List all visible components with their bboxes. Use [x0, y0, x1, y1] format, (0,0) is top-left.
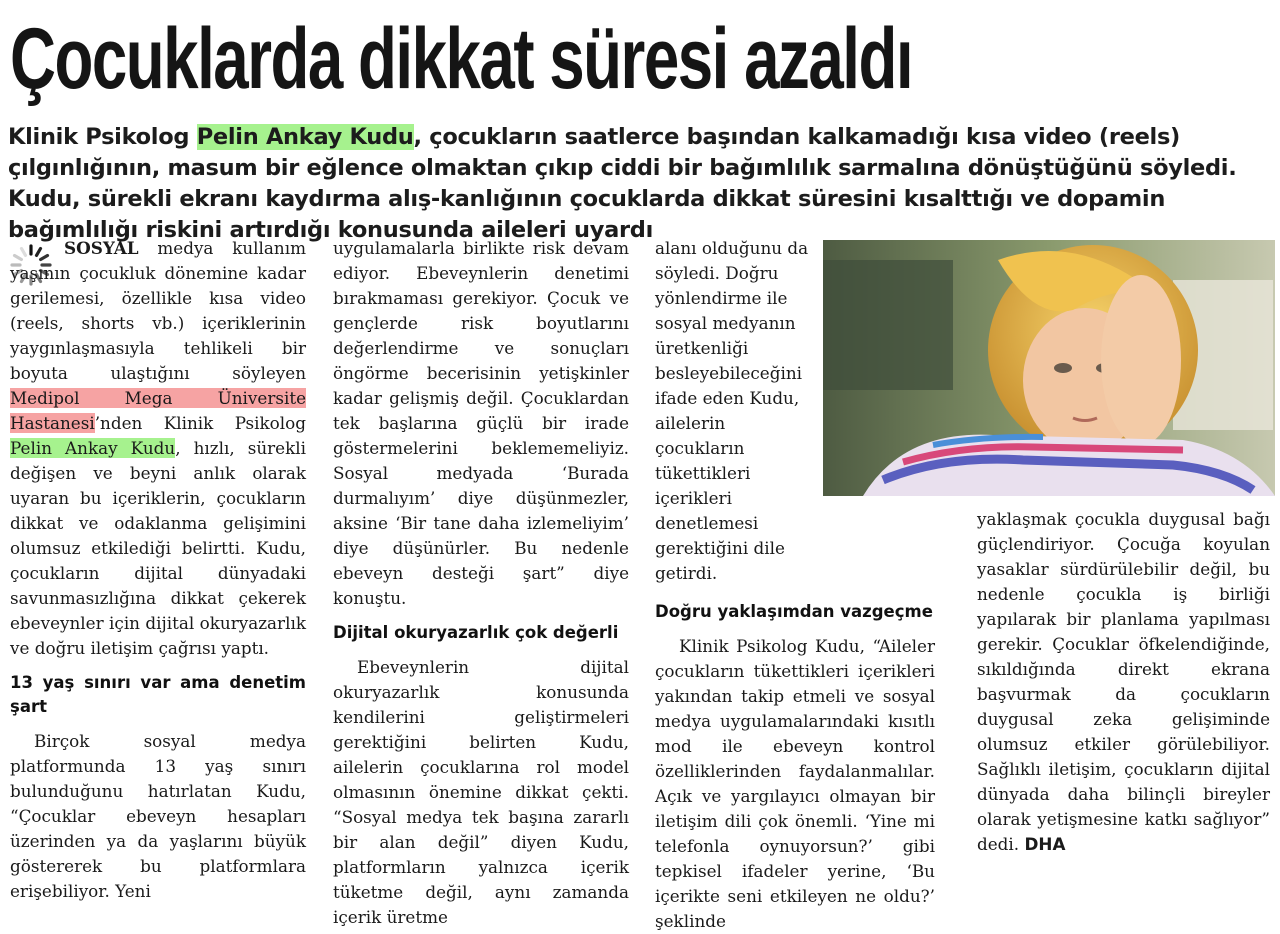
col2-paragraph-2: Ebeveynlerin dijital okuryazarlık konusunda kendilerini geliştirmeleri gerektiğini belirten Kudu, ailelerin çocuklarına rol model olmasının önemine dikkat çekti. “Sosyal medya tek başına zararlı bir alan değil” diyen Kudu, platformların yalnızca içerik tüketme değil, aynı zamanda içerik üretme [333, 657, 629, 927]
col1-text-a: medya kullanım yaşının çocukluk dönemine kadar gerilemesi, özellikle kısa video (reels, shorts vb.) içeriklerinin yaygınlaşmasıyla tehlikeli bir boyuta ulaştığını söyleyen [10, 238, 306, 383]
lead-paragraph [8, 122, 1270, 246]
subhead-age-limit: 13 yaş sınırı var ama denetim şart [10, 673, 306, 716]
col4-paragraph-1 [977, 507, 1270, 857]
column-4 [977, 507, 1270, 857]
news-agency-signature: DHA [1024, 834, 1066, 854]
col1-lead-word: SOSYAL [64, 238, 139, 258]
col2-paragraph-1: uygulamalarla birlikte risk devam ediyor. Ebeveynlerin denetimi bırakmaması gerekiyor. Çocuk ve gençlerde risk boyutlarını değerlendirme ve sonuçları öngörme becerisinin yetişkinler kadar gelişmiş değil. Çocuklardan tek başlarına güçlü bir irade göstermelerini beklememeliyiz. Sosyal medyada ‘Burada durmalıyım’ diye düşünmezler, aksine ‘Bir tane daha izlemeliyim’ diye düşünürler. Bu nedenle ebeveyn desteği şart” diye konuştu. [333, 238, 629, 608]
col4-text: yaklaşmak çocukla duygusal bağı güçlendiriyor. Çocuğa koyulan yasaklar sürdürülebilir değil, bu nedenle çocukla iş birliği yapılarak bir planlama yapılması gerekir. Çocuklar öfkelendiğinde, sıkıldığında direkt ekrana başvurmak da çocukların duygusal zeka gelişiminde olumsuz etkiler görülebiliyor. Sağlıklı iletişim, çocukların dijital dünyada daha bilinçli bireyler olarak yetişmesine katkı sağlıyor” dedi. [977, 509, 1270, 854]
col3-paragraph-2: Klinik Psikolog Kudu, “Aileler çocukların tükettikleri içerikleri yakından takip etmeli ve sosyal medya uygulamalarındaki kısıtlı mod ile ebeveyn kontrol özelliklerinden faydalanmalılar. Açık ve yargılayıcı olmayan bir iletişim dili çok önemli. ‘Yine mi telefonla oynuyorsun?’ gibi tepkisel ifadeler yerine, ‘Bu içerikte seni etkileyen ne oldu?’ şeklinde [655, 636, 935, 931]
headline: Çocuklarda dikkat süresi azaldı [10, 11, 913, 107]
col1-text-c: , hızlı, sürekli değişen ve beyni anlık olarak uyaran bu içeriklerin, çocukların dikkat ve odaklanma gelişimini olumsuz etkilediği belirtti. Kudu, çocukların dijital dünyadaki savunmasızlığına dikkat çekerek ebeveynler için dijital okuryazarlık ve doğru iletişim çağrısı yaptı. [10, 438, 306, 658]
lead-text-after: , çocukların saatlerce başından kalkamadığı kısa video (reels) çılgınlığının, masum bir eğlence olmaktan çıkıp ciddi bir bağımlılık sarmalına dönüştüğünü söyledi. Kudu, sürekli ekranı kaydırma alış-kanlığının çocuklarda dikkat süresini kısalttığı ve dopamin bağımlılığı riskini artırdığı konusunda aileleri uyardı [8, 124, 1237, 243]
lead-text-before: Klinik Psikolog [8, 124, 197, 150]
lead-highlighted-name: Pelin Ankay Kudu [196, 124, 414, 150]
subhead-right-approach: Doğru yaklaşımdan vazgeçme [655, 602, 933, 621]
col3-paragraph-1: alanı olduğunu da söyledi. Doğru yönlendirme ile sosyal medyanın üretkenliği besleyebileceğini ifade eden Kudu, ailelerin çocukların tükettikleri içerikleri denetlemesi gerektiğini dile getirdi. [655, 238, 809, 583]
column-1 [10, 236, 306, 904]
bored-child-photo [823, 240, 1275, 496]
photo-illustration [823, 240, 1275, 496]
hospital-name: Medipol Mega Üniversite Hastanesi [10, 388, 306, 433]
subhead-digital-literacy: Dijital okuryazarlık çok değerli [333, 623, 619, 642]
col1-text-b: ’nden Klinik Psikolog [94, 413, 306, 433]
psychologist-name: Pelin Ankay Kudu [10, 438, 176, 458]
col1-paragraph-1 [10, 236, 306, 661]
col1-paragraph-2: Birçok sosyal medya platformunda 13 yaş sınırı bulunduğunu hatırlatan Kudu, “Çocuklar ebeveyn hesapları üzerinden ya da yaşlarını büyük göstererek bu platformlara erişebiliyor. Yeni [10, 731, 306, 901]
column-2 [333, 236, 629, 930]
